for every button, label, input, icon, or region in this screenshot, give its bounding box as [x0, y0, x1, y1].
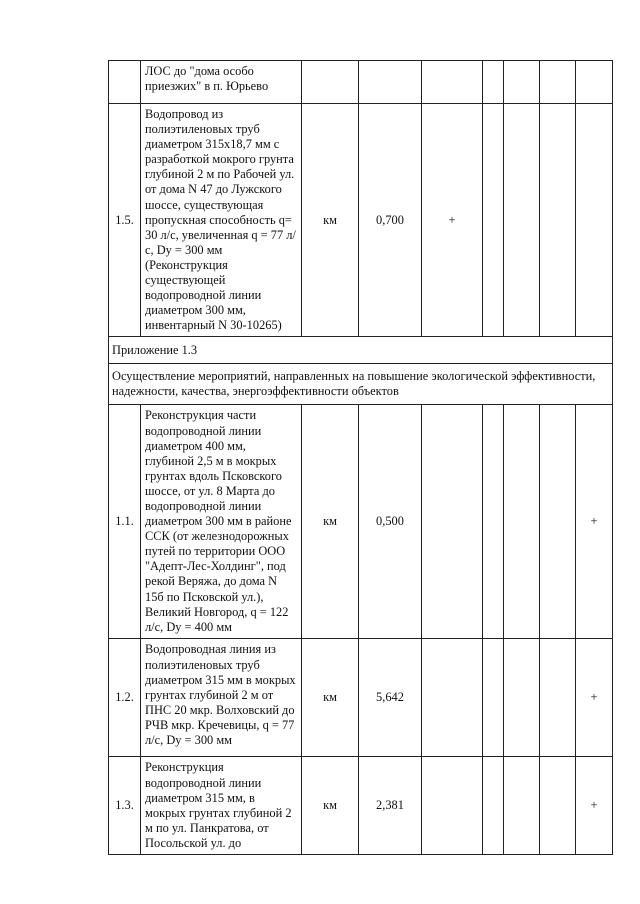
row-mark-4 — [540, 639, 576, 757]
row-quantity: 5,642 — [359, 639, 422, 757]
row-mark-5: + — [576, 405, 613, 639]
row-mark-3 — [504, 639, 540, 757]
table-row — [109, 639, 613, 757]
row-mark-5: + — [576, 757, 613, 855]
row-mark-1 — [422, 639, 483, 757]
row-number: 1.1. — [109, 405, 141, 639]
row-unit: км — [302, 639, 359, 757]
row-quantity — [359, 61, 422, 104]
row-mark-3 — [504, 757, 540, 855]
row-unit: км — [302, 757, 359, 855]
row-mark-2 — [483, 405, 504, 639]
row-mark-5: + — [576, 639, 613, 757]
plan-table — [108, 60, 613, 855]
row-mark-1: + — [422, 104, 483, 337]
row-mark-1 — [422, 757, 483, 855]
row-mark-2 — [483, 104, 504, 337]
row-description: Водопровод из полиэтиленовых труб диаметром 315x18,7 мм с разработкой мокрого грунта глубиной 2 м по Рабочей ул. от дома N 47 до Лужского шоссе, существующая пропускная способность q= 30 л/с, увеличенная q = 77 л/с, Dy = 300 мм (Реконструкция существующей водопроводной линии диаметром 300 мм, инвентарный N 30-10265) — [141, 104, 302, 337]
row-number: 1.2. — [109, 639, 141, 757]
row-mark-2 — [483, 61, 504, 104]
row-unit: км — [302, 405, 359, 639]
row-number — [109, 61, 141, 104]
row-unit — [302, 61, 359, 104]
section-row — [109, 364, 613, 405]
row-mark-2 — [483, 757, 504, 855]
row-mark-2 — [483, 639, 504, 757]
row-mark-3 — [504, 61, 540, 104]
row-number: 1.3. — [109, 757, 141, 855]
table-row — [109, 61, 613, 104]
row-quantity: 0,700 — [359, 104, 422, 337]
row-unit: км — [302, 104, 359, 337]
row-mark-3 — [504, 405, 540, 639]
row-description: ЛОС до "дома особо приезжих" в п. Юрьево — [141, 61, 302, 104]
row-mark-4 — [540, 405, 576, 639]
row-mark-5 — [576, 104, 613, 337]
table-row — [109, 405, 613, 639]
row-description: Водопроводная линия из полиэтиленовых труб диаметром 315 мм в мокрых грунтах глубиной 2 м от ПНС 20 мкр. Волховский до РЧВ мкр. Кречевицы, q = 77 л/с, Dy = 300 мм — [141, 639, 302, 757]
appendix-row — [109, 337, 613, 364]
row-mark-4 — [540, 61, 576, 104]
row-mark-1 — [422, 405, 483, 639]
table-row — [109, 757, 613, 855]
row-mark-4 — [540, 757, 576, 855]
row-mark-3 — [504, 104, 540, 337]
row-quantity: 0,500 — [359, 405, 422, 639]
row-number: 1.5. — [109, 104, 141, 337]
row-mark-5 — [576, 61, 613, 104]
row-quantity: 2,381 — [359, 757, 422, 855]
row-description: Реконструкция части водопроводной линии диаметром 400 мм, глубиной 2,5 м в мокрых грунтах вдоль Псковского шоссе, от ул. 8 Марта до водопроводной линии диаметром 300 мм в районе ССК (от железнодорожных путей по территории ООО "Адепт-Лес-Холдинг", под рекой Веряжа, до дома N 15б по Псковской ул.), Великий Новгород, q = 122 л/с, Dy = 400 мм — [141, 405, 302, 639]
appendix-label: Приложение 1.3 — [109, 337, 613, 364]
table-row — [109, 104, 613, 337]
row-description: Реконструкция водопроводной линии диаметром 315 мм, в мокрых грунтах глубиной 2 м по ул. Панкратова, от Посольской ул. до — [141, 757, 302, 855]
row-mark-4 — [540, 104, 576, 337]
row-mark-1 — [422, 61, 483, 104]
section-title: Осуществление мероприятий, направленных на повышение экологической эффективности, надежности, качества, энергоэффективности объектов — [109, 364, 613, 405]
